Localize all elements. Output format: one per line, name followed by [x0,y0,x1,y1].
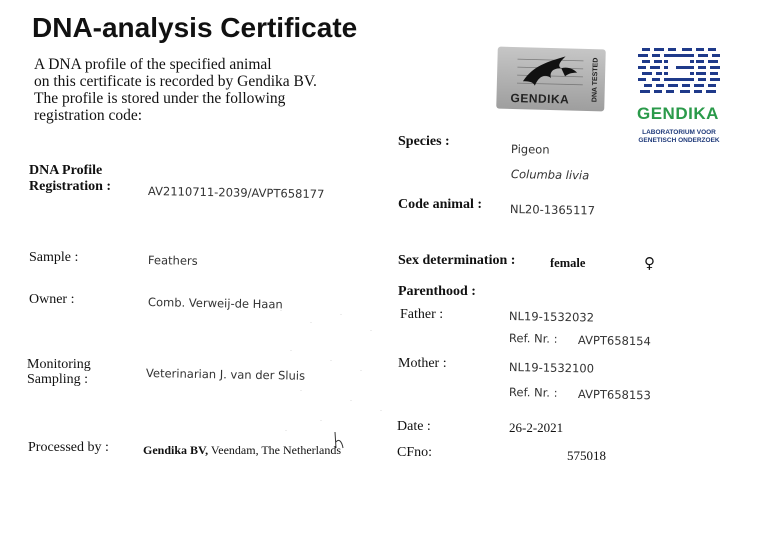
species-common: Pigeon [510,142,550,157]
dna-profile-label-line: Registration : [29,179,112,194]
parenthood-label: Parenthood : [398,284,476,299]
dna-profile-label [29,163,111,195]
processed-by-location: Veendam, The Netherlands [208,443,341,457]
monitoring-label [27,357,91,387]
processed-by-label: Processed by : [28,440,109,455]
certificate-title: DNA-analysis Certificate [32,12,358,43]
gendika-logo-name: GENDIKA [637,104,719,123]
sex-determination-label: Sex determination : [398,253,516,268]
logo-subtitle-line: GENETISCH ONDERZOEK [638,137,720,144]
code-animal-label: Code animal : [398,197,482,212]
cfno-label: CFno: [397,445,433,460]
species-label: Species : [398,134,450,149]
owner-value: Comb. Verweij-de Haan [147,295,283,312]
dna-profile-label-line: DNA Profile [29,163,103,178]
registration-code: AV2110711-2039/AVPT658177 [147,184,325,202]
father-label: Father : [400,307,444,322]
mother-code: NL19-1532100 [508,360,595,376]
dna-tested-badge [496,47,606,112]
mother-ref-value: AVPT658153 [577,387,651,403]
intro-line: registration code: [34,107,143,124]
mother-label: Mother : [398,356,447,371]
father-code: NL19-1532032 [508,309,595,325]
mother-ref-label: Ref. Nr. : [508,385,558,400]
sex-value: female [550,256,586,270]
eagle-icon [517,51,584,93]
monitoring-label-line: Monitoring [27,357,91,372]
gendika-logo-subtitle [634,129,724,145]
processed-by-value [143,443,341,458]
sample-label: Sample : [29,250,79,265]
logo-subtitle-line: LABORATORIUM VOOR [642,129,716,136]
gendika-logo-icon [638,46,722,102]
intro-text [34,56,317,124]
monitoring-value: Veterinarian J. van der Sluis [145,366,306,383]
female-symbol-icon: ♀ [644,254,655,272]
intro-line: on this certificate is recorded by Gendika BV. [34,73,317,90]
date-label: Date : [397,419,431,434]
badge-brand-name: GENDIKA [510,90,570,107]
intro-line: A DNA profile of the specified animal [34,56,272,73]
date-value: 26-2-2021 [509,420,564,435]
sample-value: Feathers [147,253,198,268]
security-pattern [270,300,400,440]
badge-side-text: DNA TESTED [591,57,600,103]
cfno-value: 575018 [567,448,606,463]
father-ref-label: Ref. Nr. : [508,331,558,346]
processed-by-company: Gendika BV, [143,443,209,457]
code-animal-value: NL20-1365117 [509,202,596,218]
intro-line: The profile is stored under the following [34,90,286,107]
father-ref-value: AVPT658154 [577,333,651,349]
species-latin: Columba livia [510,167,590,183]
owner-label: Owner : [29,292,75,307]
monitoring-label-line: Sampling : [27,372,89,387]
